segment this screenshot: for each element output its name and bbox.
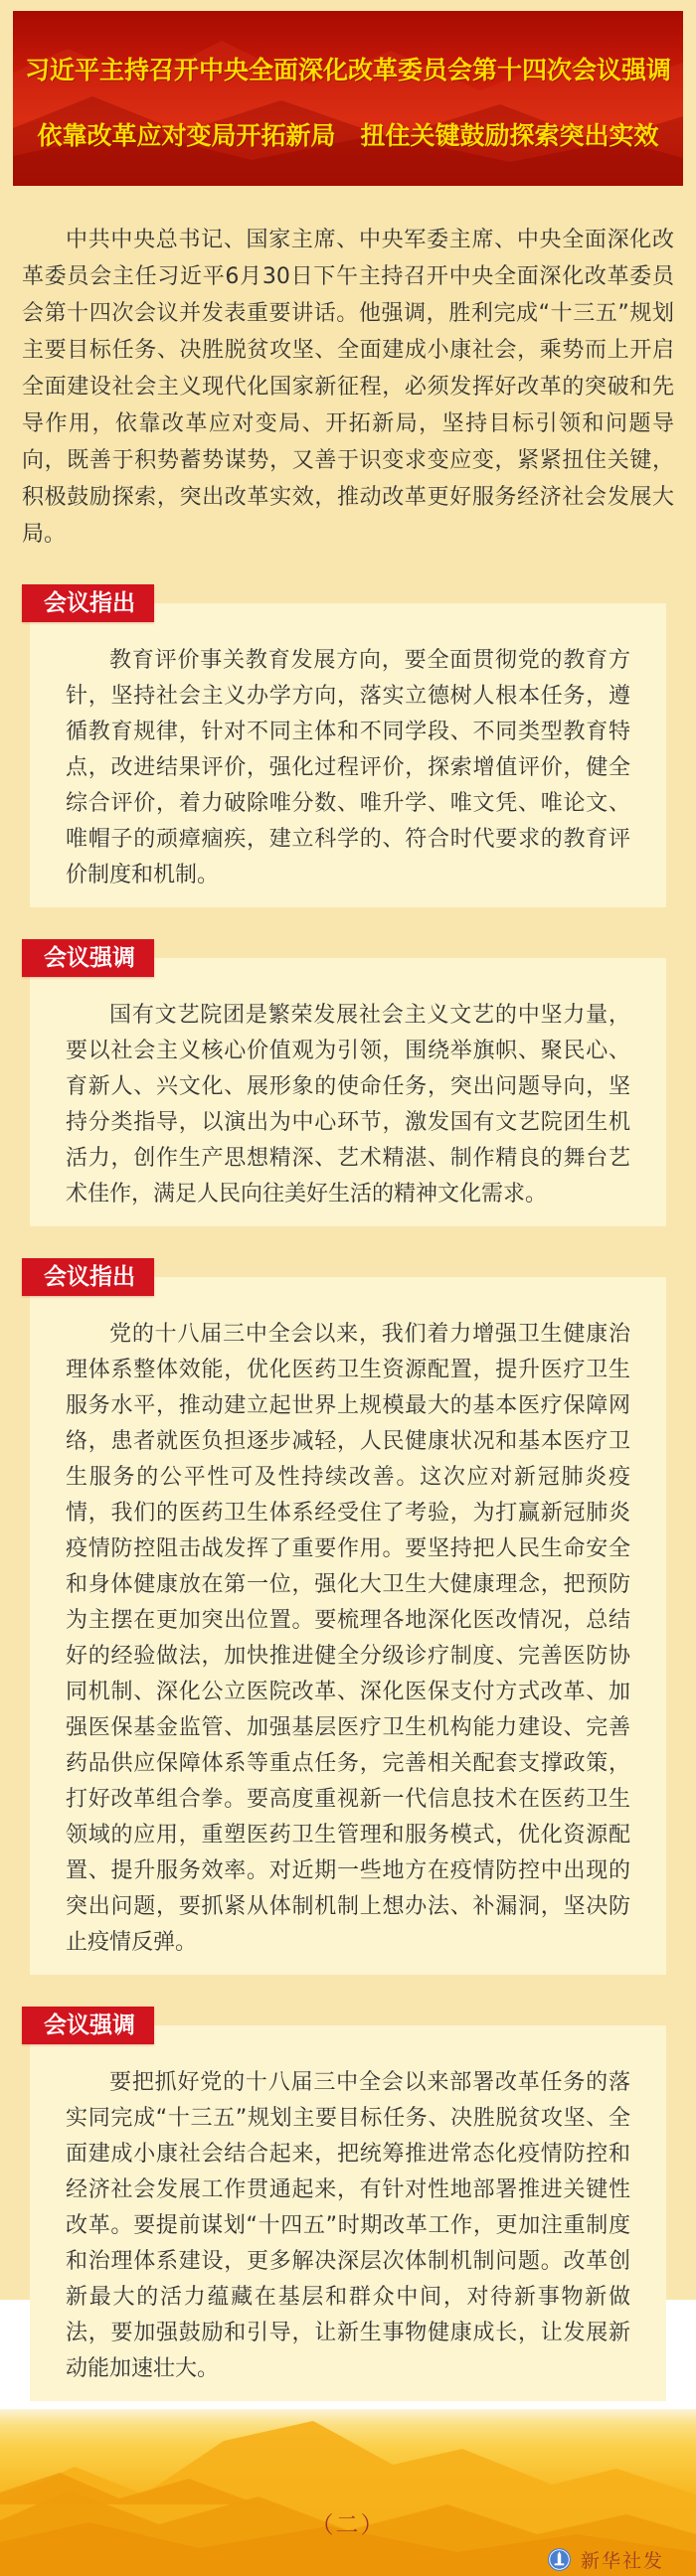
section-meeting-emphasized-1	[0, 907, 696, 1226]
section-content-box	[30, 2025, 666, 2401]
section-content-box	[30, 1277, 666, 1975]
page-number: （二）	[310, 2512, 386, 2538]
section-meeting-pointed-out-2	[0, 1226, 696, 1975]
footer-mountain-graphic	[0, 2409, 696, 2576]
section-content-box	[30, 603, 666, 907]
intro-paragraph: 中共中央总书记、国家主席、中央军委主席、中央全面深化改革委员会主任习近平6月30日下午主持召开中央全面深化改革委员会第十四次会议并发表重要讲话。他强调，胜利完成“十三五”规划主要目标任务、决胜脱贫攻坚、全面建成小康社会，乘势而上开启全面建设社会主义现代化国家新征程，必须发挥好改革的突破和先导作用，依靠改革应对变局、开拓新局，坚持目标引领和问题导向，既善于积势蓄势谋势，又善于识变求变应变，紧紧扭住关键，积极鼓励探索，突出改革实效，推动改革更好服务经济社会发展大局。	[22, 228, 674, 547]
banner-titles	[13, 11, 683, 158]
agency-credit	[547, 2546, 664, 2573]
agency-credit-label: 新华社发	[580, 2550, 664, 2572]
headline-banner	[13, 11, 683, 186]
section-content-box	[30, 958, 666, 1226]
headline-line-2: 依靠改革应对变局开拓新局 扭住关键鼓励探索突出实效	[37, 121, 659, 150]
headline-line-1: 习近平主持召开中央全面深化改革委员会第十四次会议强调	[24, 56, 671, 84]
section-text: 国有文艺院团是繁荣发展社会主义文艺的中坚力量，要以社会主义核心价值观为引领，围绕举旗帜、聚民心、育新人、兴文化、展形象的使命任务，突出问题导向，坚持分类指导，以演出为中心环节，激发国有文艺院团生机活力，创作生产思想精深、艺术精湛、制作精良的舞台艺术佳作，满足人民向往美好生活的精神文化需求。	[66, 1003, 630, 1207]
section-meeting-pointed-out-1	[0, 553, 696, 907]
section-label-badge: 会议强调	[22, 2007, 154, 2044]
section-meeting-emphasized-2	[0, 1975, 696, 2401]
section-text: 教育评价事关教育发展方向，要全面贯彻党的教育方针，坚持社会主义办学方向，落实立德树人根本任务，遵循教育规律，针对不同主体和不同学段、不同类型教育特点，改进结果评价，强化过程评价，探索增值评价，健全综合评价，着力破除唯分数、唯升学、唯文凭、唯论文、唯帽子的顽瘴痼疾，建立科学的、符合时代要求的教育评价制度和机制。	[66, 648, 630, 887]
xinhua-logo-icon	[547, 2547, 572, 2572]
section-label-badge: 会议指出	[22, 584, 154, 622]
section-text: 要把抓好党的十八届三中全会以来部署改革任务的落实同完成“十三五”规划主要目标任务、决胜脱贫攻坚、全面建成小康社会结合起来，把统筹推进常态化疫情防控和经济社会发展工作贯通起来，有针对性地部署推进关键性改革。要提前谋划“十四五”时期改革工作，更加注重制度和治理体系建设，更多解决深层次体制机制问题。改革创新最大的活力蕴藏在基层和群众中间，对待新事物新做法，要加强鼓励和引导，让新生事物健康成长，让发展新动能加速壮大。	[66, 2070, 630, 2381]
section-text: 党的十八届三中全会以来，我们着力增强卫生健康治理体系整体效能，优化医药卫生资源配置，提升医疗卫生服务水平，推动建立起世界上规模最大的基本医疗保障网络，患者就医负担逐步减轻，人民健康状况和基本医疗卫生服务的公平性可及性持续改善。这次应对新冠肺炎疫情，我们的医药卫生体系经受住了考验，为打赢新冠肺炎疫情防控阻击战发挥了重要作用。要坚持把人民生命安全和身体健康放在第一位，强化大卫生大健康理念，把预防为主摆在更加突出位置。要梳理各地深化医改情况，总结好的经验做法，加快推进健全分级诊疗制度、完善医防协同机制、深化公立医院改革、深化医保支付方式改革、加强医保基金监管、加强基层医疗卫生机构能力建设、完善药品供应保障体系等重点任务，完善相关配套支撑政策，打好改革组合拳。要高度重视新一代信息技术在医药卫生领域的应用，重塑医药卫生管理和服务模式，优化资源配置、提升服务效率。对近期一些地方在疫情防控中出现的突出问题，要抓紧从体制机制上想办法、补漏洞，坚决防止疫情反弹。	[66, 1322, 630, 1955]
section-label-badge: 会议指出	[22, 1258, 154, 1296]
section-label-badge: 会议强调	[22, 939, 154, 977]
